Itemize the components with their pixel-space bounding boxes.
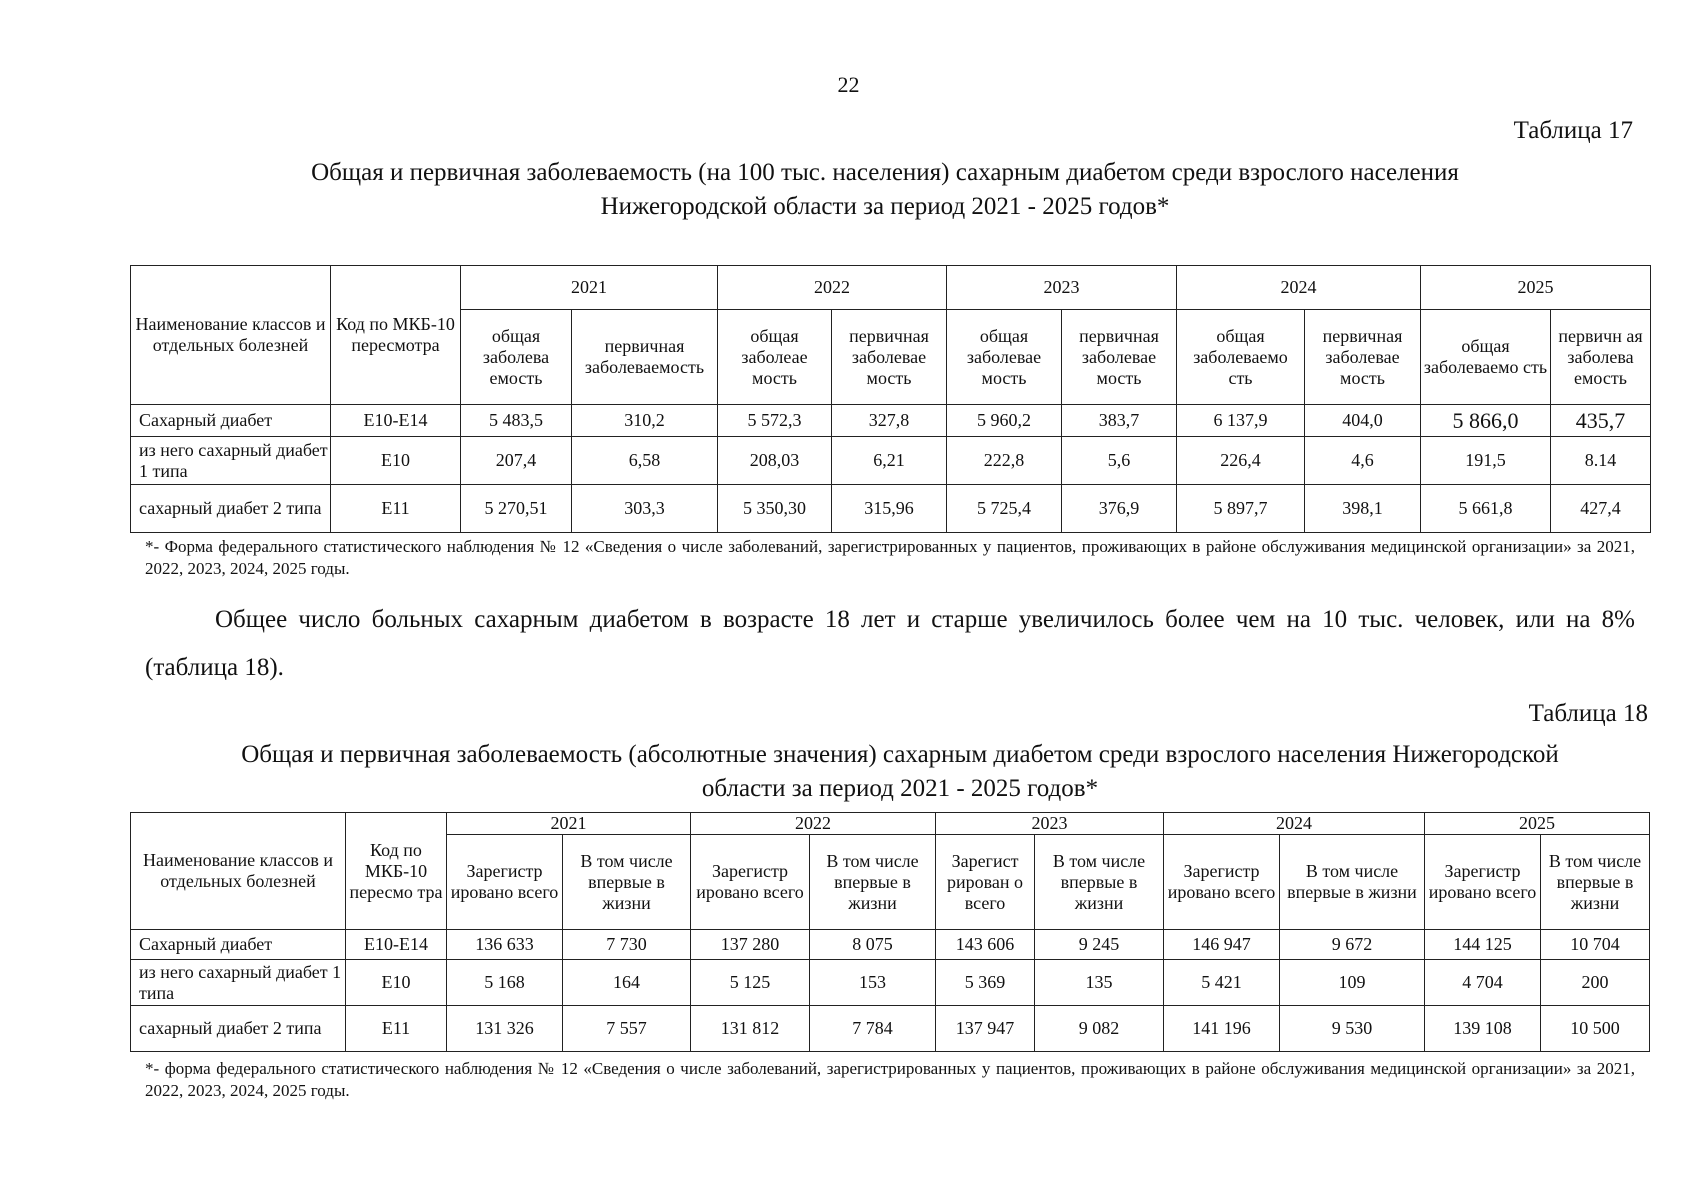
cell: 310,2 xyxy=(572,405,718,437)
header-code: Код по МКБ-10 пересмо тра xyxy=(346,813,447,930)
cell: 5 350,30 xyxy=(718,485,832,533)
cell: 9 530 xyxy=(1280,1006,1425,1052)
cell: 137 947 xyxy=(936,1006,1035,1052)
cell: 143 606 xyxy=(936,930,1035,960)
cell: 5 483,5 xyxy=(461,405,572,437)
cell: 9 672 xyxy=(1280,930,1425,960)
cell: 5 897,7 xyxy=(1177,485,1305,533)
header-name: Наименование классов и отдельных болезней xyxy=(131,266,331,405)
header-sub: В том числе впервые в жизни xyxy=(810,835,936,930)
cell: 5 168 xyxy=(447,960,563,1006)
header-year: 2022 xyxy=(718,266,947,310)
header-year: 2025 xyxy=(1425,813,1650,835)
cell: 5 572,3 xyxy=(718,405,832,437)
header-year: 2021 xyxy=(447,813,691,835)
cell: 137 280 xyxy=(691,930,810,960)
cell: 327,8 xyxy=(832,405,947,437)
header-sub: В том числе впервые в жизни xyxy=(563,835,691,930)
header-sub: первичная заболевае мость xyxy=(1062,310,1177,405)
header-sub: Зарегистр ировано всего xyxy=(1425,835,1541,930)
cell: 191,5 xyxy=(1421,437,1551,485)
cell: 10 704 xyxy=(1541,930,1650,960)
cell: 383,7 xyxy=(1062,405,1177,437)
table-17-title xyxy=(120,156,1650,224)
cell: 200 xyxy=(1541,960,1650,1006)
table-18-title xyxy=(140,738,1660,806)
cell: 6 137,9 xyxy=(1177,405,1305,437)
row-code: E10 xyxy=(331,437,461,485)
cell: 5 125 xyxy=(691,960,810,1006)
row-code: E10-E14 xyxy=(331,405,461,437)
header-sub: первичная заболевае мость xyxy=(832,310,947,405)
header-sub: первичн ая заболева емость xyxy=(1551,310,1651,405)
cell: 7 784 xyxy=(810,1006,936,1052)
header-year: 2024 xyxy=(1177,266,1421,310)
cell: 9 245 xyxy=(1035,930,1164,960)
row-code: E11 xyxy=(331,485,461,533)
row-name: Сахарный диабет xyxy=(131,930,346,960)
cell: 153 xyxy=(810,960,936,1006)
cell: 207,4 xyxy=(461,437,572,485)
cell: 131 812 xyxy=(691,1006,810,1052)
row-name: сахарный диабет 2 типа xyxy=(131,1006,346,1052)
cell: 5,6 xyxy=(1062,437,1177,485)
cell: 8 075 xyxy=(810,930,936,960)
header-sub: Зарегистр ировано всего xyxy=(691,835,810,930)
header-year: 2024 xyxy=(1164,813,1425,835)
table-row xyxy=(131,1006,1650,1052)
table-18-label: Таблица 18 xyxy=(1528,700,1648,727)
table-17-label: Таблица 17 xyxy=(1513,117,1633,144)
table-17 xyxy=(130,265,1651,533)
header-year: 2023 xyxy=(947,266,1177,310)
cell: 398,1 xyxy=(1305,485,1421,533)
body-paragraph-text: Общее число больных сахарным диабетом в возрасте 18 лет и старше увеличилось более чем на 10 тыс. человек, или на 8% (таблица 18). xyxy=(145,606,1635,681)
cell: 404,0 xyxy=(1305,405,1421,437)
table-18-title-line-1: Общая и первичная заболеваемость (абсолютные значения) сахарным диабетом среди взрослого населения Нижегородской xyxy=(241,741,1559,768)
cell: 109 xyxy=(1280,960,1425,1006)
table-row xyxy=(131,930,1650,960)
cell: 144 125 xyxy=(1425,930,1541,960)
header-sub: В том числе впервые в жизни xyxy=(1280,835,1425,930)
header-sub: Зарегистр ировано всего xyxy=(1164,835,1280,930)
cell: 141 196 xyxy=(1164,1006,1280,1052)
cell: 315,96 xyxy=(832,485,947,533)
table-18-title-line-2: области за период 2021 - 2025 годов* xyxy=(701,775,1099,802)
cell: 226,4 xyxy=(1177,437,1305,485)
header-sub: В том числе впервые в жизни xyxy=(1541,835,1650,930)
cell: 164 xyxy=(563,960,691,1006)
cell: 7 557 xyxy=(563,1006,691,1052)
cell: 146 947 xyxy=(1164,930,1280,960)
cell: 135 xyxy=(1035,960,1164,1006)
header-year: 2025 xyxy=(1421,266,1651,310)
cell: 222,8 xyxy=(947,437,1062,485)
body-paragraph xyxy=(145,596,1635,692)
header-sub: В том числе впервые в жизни xyxy=(1035,835,1164,930)
header-sub: общая заболевае мость xyxy=(947,310,1062,405)
header-year: 2022 xyxy=(691,813,936,835)
header-sub: Зарегист рирован о всего xyxy=(936,835,1035,930)
row-code: E10 xyxy=(346,960,447,1006)
table-row xyxy=(131,437,1651,485)
cell: 7 730 xyxy=(563,930,691,960)
cell: 376,9 xyxy=(1062,485,1177,533)
header-sub: первичная заболевае мость xyxy=(1305,310,1421,405)
cell: 303,3 xyxy=(572,485,718,533)
table-18-footnote: *- форма федерального статистического наблюдения № 12 «Сведения о числе заболеваний, зарегистрированных у пациентов, проживающих в районе обслуживания медицинской организации» за 2021, 2022, 2023, 2024, 2025 годы. xyxy=(145,1059,1635,1100)
cell: 5 369 xyxy=(936,960,1035,1006)
row-name: Сахарный диабет xyxy=(131,405,331,437)
table-18 xyxy=(130,812,1650,1052)
header-year: 2021 xyxy=(461,266,718,310)
row-name: из него сахарный диабет 1 типа xyxy=(131,960,346,1006)
cell: 8.14 xyxy=(1551,437,1651,485)
table-row xyxy=(131,485,1651,533)
table-row xyxy=(131,960,1650,1006)
header-sub: первичная заболеваемость xyxy=(572,310,718,405)
header-sub: общая заболеваемо сть xyxy=(1177,310,1305,405)
header-sub: общая заболеваемо сть xyxy=(1421,310,1551,405)
cell: 427,4 xyxy=(1551,485,1651,533)
cell: 5 421 xyxy=(1164,960,1280,1006)
cell: 208,03 xyxy=(718,437,832,485)
table-17-title-line-1: Общая и первичная заболеваемость (на 100 тыс. населения) сахарным диабетом среди взрослого населения xyxy=(311,159,1459,186)
row-code: E10-E14 xyxy=(346,930,447,960)
cell: 9 082 xyxy=(1035,1006,1164,1052)
cell: 4,6 xyxy=(1305,437,1421,485)
cell: 5 725,4 xyxy=(947,485,1062,533)
table-row xyxy=(131,405,1651,437)
header-sub: общая заболева емость xyxy=(461,310,572,405)
header-code: Код по МКБ-10 пересмотра xyxy=(331,266,461,405)
cell: 5 661,8 xyxy=(1421,485,1551,533)
table-17-title-line-2: Нижегородской области за период 2021 - 2025 годов* xyxy=(600,193,1170,220)
cell: 136 633 xyxy=(447,930,563,960)
cell: 5 270,51 xyxy=(461,485,572,533)
header-year: 2023 xyxy=(936,813,1164,835)
row-name: сахарный диабет 2 типа xyxy=(131,485,331,533)
table-17-footnote: *- Форма федерального статистического наблюдения № 12 «Сведения о числе заболеваний, зарегистрированных у пациентов, проживающих в районе обслуживания медицинской организации» за 2021, 2022, 2023, 2024, 2025 годы. xyxy=(145,537,1635,578)
header-sub: общая заболеае мость xyxy=(718,310,832,405)
header-sub: Зарегистр ировано всего xyxy=(447,835,563,930)
page-number: 22 xyxy=(837,72,860,97)
cell: 5 866,0 xyxy=(1421,405,1551,437)
cell: 10 500 xyxy=(1541,1006,1650,1052)
cell: 4 704 xyxy=(1425,960,1541,1006)
cell: 5 960,2 xyxy=(947,405,1062,437)
header-name: Наименование классов и отдельных болезней xyxy=(131,813,346,930)
row-name: из него сахарный диабет 1 типа xyxy=(131,437,331,485)
cell: 6,58 xyxy=(572,437,718,485)
row-code: E11 xyxy=(346,1006,447,1052)
cell: 6,21 xyxy=(832,437,947,485)
cell: 131 326 xyxy=(447,1006,563,1052)
cell: 435,7 xyxy=(1551,405,1651,437)
cell: 139 108 xyxy=(1425,1006,1541,1052)
